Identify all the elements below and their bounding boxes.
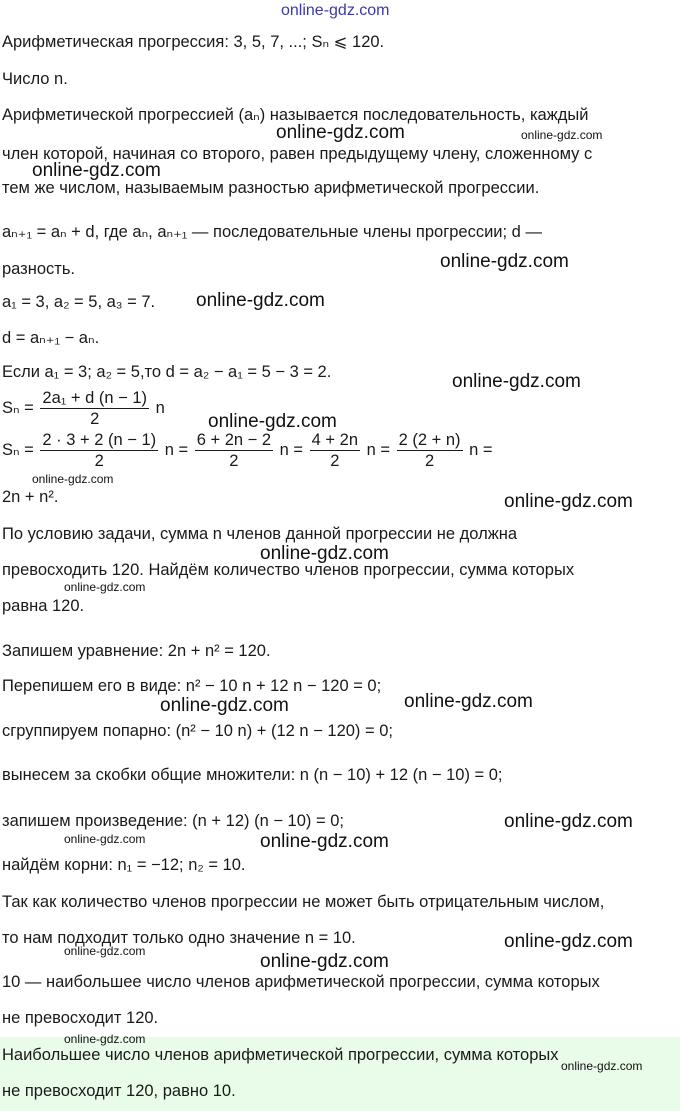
sum-sub-denominator-1: 2 (94, 452, 104, 471)
sum-sub-lhs: Sₙ = (2, 441, 34, 459)
watermark: online-gdz.com (440, 251, 569, 272)
sum-sub-fraction-2 (195, 430, 273, 471)
sum-formula-fraction (40, 388, 149, 429)
sum-formula-denominator: 2 (90, 410, 100, 429)
sum-sub-denominator-4: 2 (424, 452, 435, 471)
reason-line-2: то нам подходит только одно значение n = 10. (2, 929, 356, 947)
sum-formula-numerator: 2a₁ + d (n − 1) (42, 389, 148, 408)
product-line: запишем произведение: (n + 12) (n − 10) = 0; (2, 812, 344, 830)
sum-sub-denominator-2: 2 (229, 452, 239, 471)
equation-line: Запишем уравнение: 2n + n² = 120. (2, 642, 271, 660)
watermark-top: online-gdz.com (281, 2, 390, 19)
conclusion-line-2: не превосходит 120. (2, 1009, 159, 1027)
group-line: сгруппируем попарно: (n² − 10 n) + (12 n − 120) = 0; (2, 722, 393, 740)
watermark: online-gdz.com (521, 128, 603, 142)
find-line: Число n. (2, 70, 68, 88)
condition-text-1: По условию задачи, сумма n членов данной прогрессии не должна (2, 525, 518, 543)
watermark: online-gdz.com (276, 122, 405, 143)
watermark: online-gdz.com (64, 832, 146, 846)
sum-sub-numerator-4: 2 (2 + n) (398, 431, 461, 450)
condition-line: Арифметическая прогрессия: 3, 5, 7, ...; Sₙ ⩽ 120. (2, 33, 385, 51)
sum-sub-mult-3: n = (366, 441, 390, 459)
sum-sub-fraction-4 (397, 430, 463, 471)
rewrite-line: Перепишем его в виде: n² − 10 n + 12 n − 120 = 0; (2, 677, 382, 695)
definition-line-3: тем же числом, называемым разностью арифметической прогрессии. (2, 179, 540, 197)
watermark: online-gdz.com (196, 290, 325, 311)
watermark: online-gdz.com (504, 811, 633, 832)
difference-calc: Если a₁ = 3; a₂ = 5,то d = a₂ − a₁ = 5 − 3 = 2. (2, 363, 332, 381)
sum-sub-mult-1: n = (164, 441, 189, 459)
sum-formula-rhs: n (155, 399, 165, 417)
factor-line: вынесем за скобки общие множители: n (n − 10) + 12 (n − 10) = 0; (2, 766, 503, 784)
watermark: online-gdz.com (504, 931, 633, 952)
sum-sub-fraction-1 (40, 430, 158, 471)
watermark: online-gdz.com (260, 543, 389, 564)
condition-text-2: превосходить 120. Найдём количество членов прогрессии, сумма которых (2, 561, 575, 579)
difference-formula: d = aₙ₊₁ − aₙ. (2, 329, 100, 347)
watermark: online-gdz.com (64, 944, 146, 958)
watermark: online-gdz.com (64, 580, 146, 594)
recurrence-line: aₙ₊₁ = aₙ + d, где aₙ, aₙ₊₁ — последовательные члены прогрессии; d — (2, 223, 542, 241)
watermark: online-gdz.com (561, 1059, 643, 1073)
sum-sub-numerator-2: 6 + 2n − 2 (196, 431, 272, 450)
watermark: online-gdz.com (404, 691, 533, 712)
definition-line-2: член которой, начиная со второго, равен предыдущему члену, сложенному с (2, 145, 593, 163)
definition-line-1: Арифметической прогрессией (aₙ) называется последовательность, каждый (2, 106, 589, 124)
watermark: online-gdz.com (504, 491, 633, 512)
sum-sub-denominator-3: 2 (330, 452, 340, 471)
conclusion-line-1: 10 — наибольшее число членов арифметической прогрессии, сумма которых (2, 973, 600, 991)
sum-formula-lhs: Sₙ = (2, 399, 34, 417)
watermark: online-gdz.com (160, 695, 289, 716)
watermark: online-gdz.com (260, 951, 389, 972)
roots-line: найдём корни: n₁ = −12; n₂ = 10. (2, 856, 246, 874)
terms-line: a₁ = 3, a₂ = 5, a₃ = 7. (2, 293, 156, 311)
sum-sub-mult-2: n = (279, 441, 304, 459)
watermark: online-gdz.com (32, 160, 161, 181)
watermark: online-gdz.com (208, 411, 337, 432)
sum-sub-numerator-3: 4 + 2n (311, 431, 358, 450)
sum-sub-numerator-1: 2 · 3 + 2 (n − 1) (42, 431, 157, 450)
sum-sub-mult-4: n = (469, 441, 493, 459)
answer-line-2: не превосходит 120, равно 10. (2, 1082, 236, 1100)
sum-sub-fraction-3 (310, 430, 360, 471)
condition-text-3: равна 120. (2, 597, 85, 615)
sum-formula (2, 388, 165, 429)
watermark: online-gdz.com (32, 472, 114, 486)
recurrence-line-2: разность. (2, 260, 76, 278)
watermark: online-gdz.com (260, 831, 389, 852)
reason-line-1: Так как количество членов прогрессии не может быть отрицательным числом, (2, 893, 605, 911)
answer-line-1: Наибольшее число членов арифметической прогрессии, сумма которых (2, 1046, 559, 1064)
watermark: online-gdz.com (452, 371, 581, 392)
watermark: online-gdz.com (64, 1032, 146, 1046)
sum-substitution (2, 430, 493, 471)
sum-result: 2n + n². (2, 488, 59, 506)
